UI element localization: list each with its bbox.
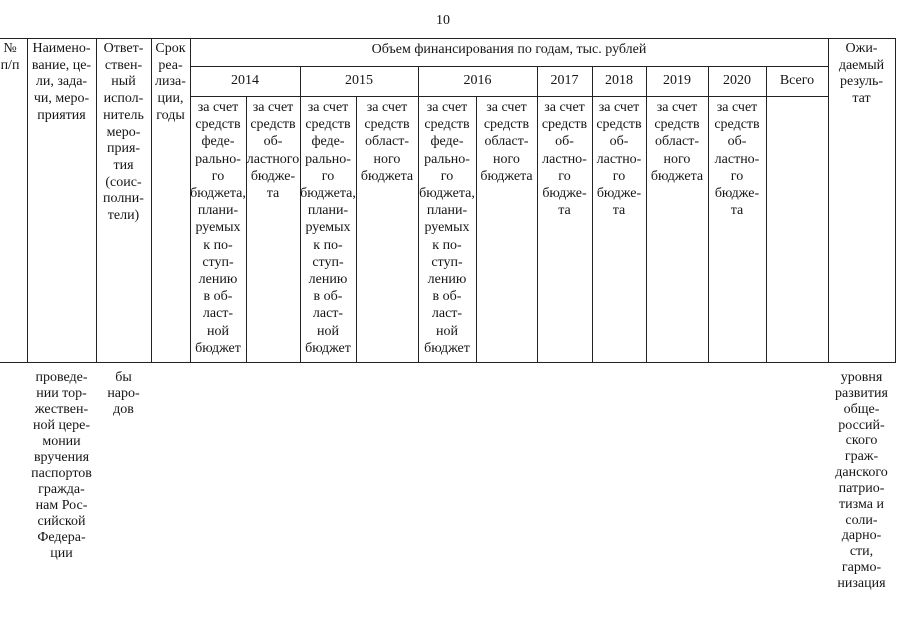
grid-line-vertical	[895, 38, 896, 363]
year-label-2019: 2019	[663, 73, 691, 88]
year-label-2015: 2015	[345, 73, 373, 88]
row-name: проведе- нии тор- жествен- ной цере- монии вручения паспортов гражда- нам Рос- сийской Федера- ции	[31, 370, 92, 561]
financing-title: Объем финансирования по годам, тыс. рублей	[371, 42, 647, 57]
source-2019-regional: за счет средств област- ного бюджета	[650, 100, 704, 184]
grid-line-years	[190, 96, 828, 97]
page-number: 10	[436, 13, 450, 28]
header-number-cell	[0, 39, 27, 99]
row-responsible: бы наро- дов	[107, 370, 140, 417]
table-border-top	[0, 38, 896, 39]
header-responsible: Ответ- ствен- ный испол- нитель меро- прия- тия (соис- полни- тели)	[103, 41, 144, 224]
year-label-2016: 2016	[463, 73, 492, 88]
year-label-2014: 2014	[231, 73, 259, 88]
source-2017-regional: за счет средств об- ластно- го бюдже- та	[541, 100, 588, 219]
header-number: № п/п	[0, 41, 20, 73]
header-expected-result: Ожи- даемый резуль- тат	[838, 41, 885, 107]
source-2014-federal: за счет средств феде- рально- го бюджета, плани- руемых к по- ступ- лению в об- ласт- ной бюджет	[190, 100, 246, 356]
total-label: Всего	[779, 73, 815, 88]
header-term: Срок реа- лиза- ции, годы	[155, 41, 186, 123]
year-label-2017: 2017	[550, 73, 579, 88]
year-label-2020: 2020	[723, 73, 751, 88]
source-2016-federal: за счет средств феде- рально- го бюджета, плани- руемых к по- ступ- лению в об- ласт- ной бюджет	[419, 100, 475, 356]
table-border-header-bottom	[0, 362, 896, 363]
source-2015-federal: за счет средств феде- рально- го бюджета, плани- руемых к по- ступ- лению в об- ласт- ной бюджет	[300, 100, 356, 356]
grid-line-vertical	[766, 66, 767, 363]
source-2015-regional: за счет средств област- ного бюджета	[360, 100, 414, 184]
source-2016-regional: за счет средств област- ного бюджета	[480, 100, 533, 184]
row-expected-result: уровня развития обще- россий- ского граж- данского патрио- тизма и соли- дарно- сти, гармо- низация	[835, 370, 888, 591]
year-label-2018: 2018	[605, 73, 633, 88]
source-2020-regional: за счет средств об- ластно- го бюдже- та	[714, 100, 760, 219]
source-2014-regional: за счет средств об- ластного бюдже- та	[246, 100, 300, 202]
header-name: Наимено- вание, це- ли, зада- чи, меро- приятия	[31, 41, 92, 123]
source-2018-regional: за счет средств об- ластно- го бюдже- та	[596, 100, 642, 219]
